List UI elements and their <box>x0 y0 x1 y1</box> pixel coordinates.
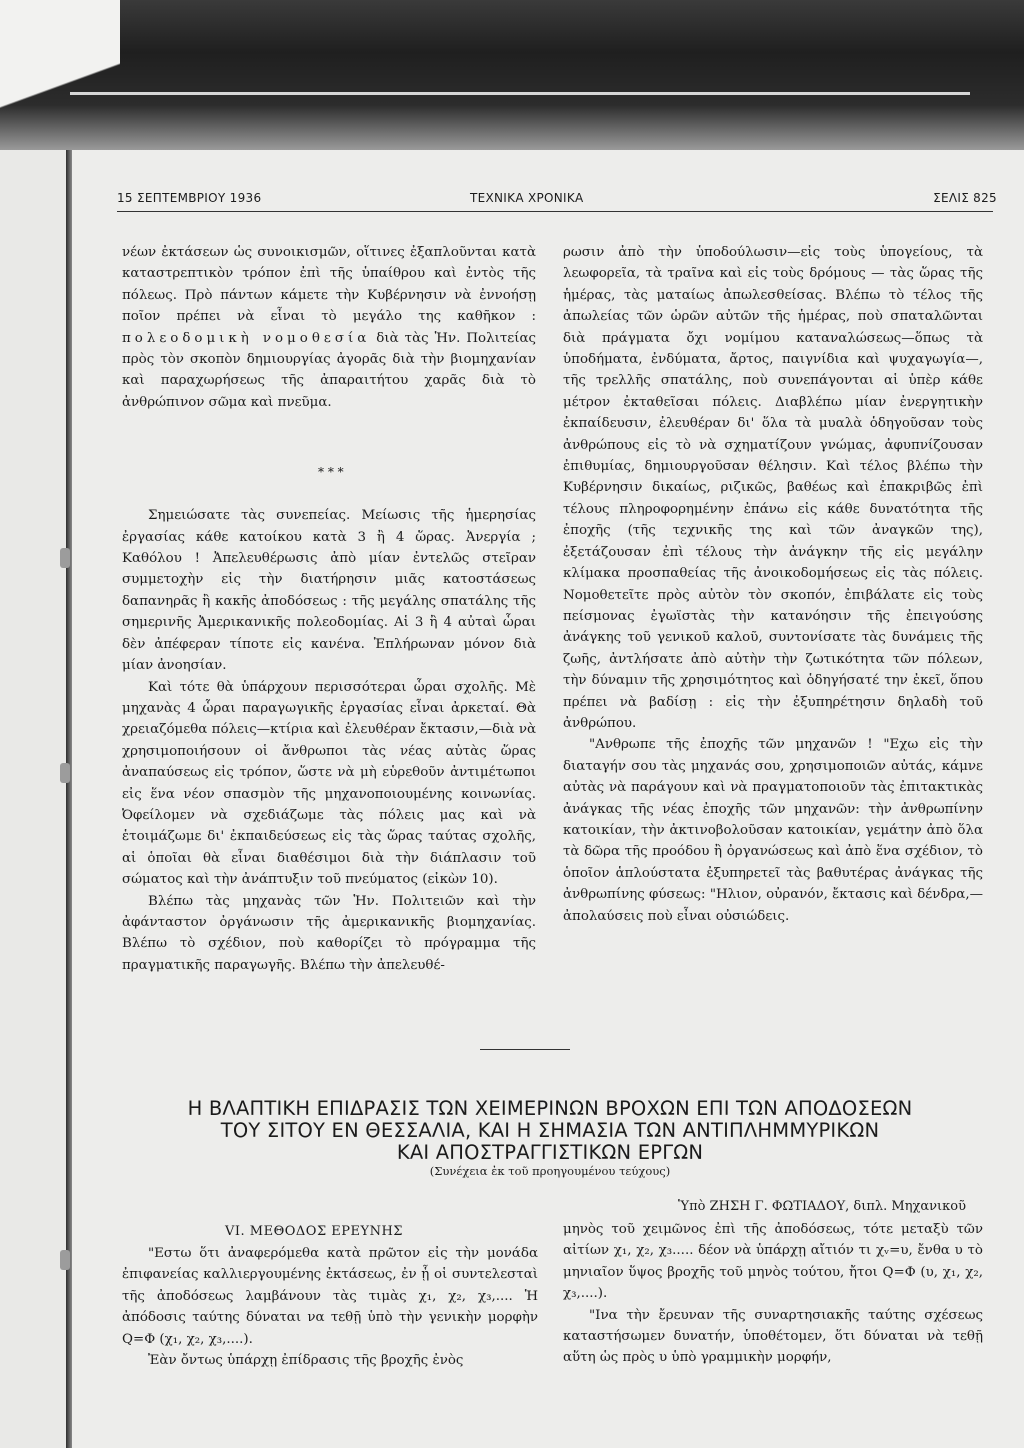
spaced-emphasis: πολεοδομικὴ νομοθεσία <box>122 330 371 346</box>
page-corner-fold <box>0 0 120 150</box>
header-page-number: ΣΕΛΙΣ 825 <box>933 191 997 205</box>
continued-note: (Συνέχεια ἐκ τοῦ προηγουμένου τεύχους) <box>429 1164 671 1178</box>
header-journal-title: ΤΕΧΝΙΚΑ ΧΡΟΝΙΚΑ <box>470 191 584 205</box>
paragraph: Καὶ τότε θὰ ὑπάρχουν περισσότεραι ὧραι σχολῆς. Μὲ μηχανὰς 4 ὧραι παραγωγικῆς ἐργασίας εἶναι ἀρκεταί. Θὰ χρειαζόμεθα πόλεις—κτίρια καὶ ἐλευθέραν ἔκτασιν,—διὰ νὰ χρησιμοποιήσουν οἱ ἄνθρωποι τὰς νέας αὐτὰς ὥρας ἀναπαύσεως εἰς τρόπον, ὥστε νὰ μὴ εὑρεθοῦν ἀντιμέτωποι εἰς ἕνα νέον σπασμὸν τῆς μηχανοποιουμένης κοινωνίας. Ὀφείλομεν νὰ σχεδιάζωμε τὰς πόλεις μας καὶ νὰ ἑτοιμάζωμε δι' ἐκπαιδεύσεως εἰς τὰς ὥρας ταύτας σχολῆς, αἱ ὁποῖαι θὰ εἶναι διαθέσιμοι διὰ τὴν διάπλασιν τοῦ σώματος καὶ τὴν ἀνάπτυξιν τοῦ πνεύματος (εἰκὼν 10). <box>122 679 536 888</box>
article-title <box>110 1098 990 1164</box>
paragraph: Ἐὰν ὄντως ὑπάρχῃ ἐπίδρασις τῆς βροχῆς ἐνὸς <box>148 1353 464 1369</box>
paragraph: μηνὸς τοῦ χειμῶνος ἐπὶ τῆς ἀποδόσεως, τότε μεταξὺ τῶν αἰτίων χ₁, χ₂, χ₃..... δέον νὰ ὑπάρχῃ αἴτιόν τι χᵥ=υ, ἔνθα υ τὸ μηνιαῖον ὕψος βροχῆς τοῦ μηνὸς τούτου, ἤτοι Q=Φ (υ, χ₁, χ₂, χ₃,....). <box>563 1222 983 1302</box>
title-line: Η ΒΛΑΠΤΙΚΗ ΕΠΙΔΡΑΣΙΣ ΤΩΝ ΧΕΙΜΕΡΙΝΩΝ ΒΡΟΧΩΝ ΕΠΙ ΤΩΝ ΑΠΟΔΟΣΕΩΝ <box>187 1097 913 1120</box>
paragraph <box>122 242 536 413</box>
paragraph: "Εστω ὅτι ἀναφερόμεθα κατὰ πρῶτον εἰς τὴν μονάδα ἐπιφανείας καλλιεργουμένης ἐκτάσεως, ἐν ᾗ οἱ συντελεσταὶ τῆς ἀποδόσεως λαμβάνουν τὰς τιμὰς χ₁, χ₂, χ₃,.... Ἡ ἀπόδοσις ταύτης δύναται να τεθῇ ὑπὸ τὴν γενικὴν μορφὴν Q=Φ (χ₁, χ₂, χ₃,....). <box>122 1246 538 1347</box>
paragraph: "Ανθρωπε τῆς ἐποχῆς τῶν μηχανῶν ! "Εχω εἰς τὴν διαταγήν σου τὰς μηχανάς σου, χρησιμοποιῶν αὐτάς, κάμνε αὐτὰς νὰ παράγουν καὶ νὰ πραγματοποιοῦν τὰς ἐπιτακτικὰς ἀνάγκας τῆς νέας ἐποχῆς τῶν μηχανῶν: τὴν ἀνθρωπίνην κατοικίαν, τὴν ἀκτινοβολοῦσαν κατοικίαν, γεμάτην ἀπὸ ὅλα τὰ δῶρα τῆς προόδου ἢ ὀργανώσεως καὶ ἀπὸ ἕνα σχέδιον, τὸ ὁποῖον ἁπλούστατα ἐξυπηρετεῖ τὰς βαθυτέρας ἀνάγκας τῆς ἀνθρωπίνης φύσεως: "Ηλιον, οὐρανόν, ἔκτασις καὶ δένδρα,—ἀπολαύσεις ποὺ εἶναι οὐσιώδεις. <box>563 737 983 924</box>
article-left-column <box>122 1243 538 1371</box>
title-line: ΤΟΥ ΣΙΤΟΥ ΕΝ ΘΕΣΣΑΛΙΑ, ΚΑΙ Η ΣΗΜΑΣΙΑ ΤΩΝ ΑΝΤΙΠΛΗΜΜΥΡΙΚΩΝ <box>220 1119 880 1142</box>
paragraph-text: διὰ τὰς Ἡν. Πολιτείας πρὸς τὸν σκοπὸν δημιουργίας ἀγορᾶς διὰ τὴν βιομηχανίαν καὶ παραχωρήσεως τῆς ἀπαραιτήτου χαρᾶς διὰ τὸ ἀνθρώπινον σῶμα καὶ πνεῦμα. <box>122 330 536 410</box>
title-line: ΚΑΙ ΑΠΟΣΤΡΑΓΓΙΣΤΙΚΩΝ ΕΡΓΩΝ <box>396 1141 704 1164</box>
running-header <box>117 187 997 213</box>
binding-hole <box>60 763 70 783</box>
right-text-column <box>563 242 983 927</box>
scan-streak <box>70 92 970 95</box>
section-heading: VI. ΜΕΘΟΔΟΣ ΕΡΕΥΝΗΣ <box>225 1224 403 1239</box>
scanner-dark-border <box>0 0 1024 150</box>
author-byline: Ὑπὸ ΖΗΣΗ Γ. ΦΩΤΙΑΔΟΥ, διπλ. Μηχανικοῦ <box>678 1199 966 1214</box>
paragraph-text: νέων ἐκτάσεων ὡς συνοικισμῶν, οἵτινες ἐξαπλοῦνται κατὰ καταστρεπτικὸν τρόπον ἐπὶ τῆς ὑπαίθρου καὶ ἐντὸς τῆς πόλεως. Πρὸ πάντων κάμετε τὴν Κυβέρνησιν νὰ ἐννοήσῃ ποῖον πρέπει νὰ εἶναι τὸ μεγάλο της καθῆκον : <box>122 245 536 325</box>
paragraph: "Ινα τὴν ἔρευναν τῆς συναρτησιακῆς ταύτης σχέσεως καταστήσωμεν δυνατήν, ὑποθέτομεν, ὅτι δύναται νὰ τεθῇ αὕτη ὡς πρὸς υ ὑπὸ γραμμικὴν μορφήν, <box>563 1307 983 1366</box>
asterism-separator: * * * <box>318 465 344 479</box>
paragraph: ρωσιν ἀπὸ τὴν ὑποδούλωσιν—εἰς τοὺς ὑπογείους, τὰ λεωφορεῖα, τὰ τραῖνα καὶ εἰς τοὺς δρόμους — τὰς ὥρας τῆς ἡμέρας, τὰς ματαίως ἀπωλεσθείσας. Βλέπω τὸ τέλος τῆς ἀπωλείας τῶν ὡρῶν αὐτῶν τῆς ἡμέρας, ποὺ σπαταλῶνται διὰ πράγματα ὄχι νομίμου καταναλώσεως—ὅπως τὰ ὑποδήματα, ἐνδύματα, ἄρτος, παιγνίδια καὶ ψυχαγωγία—, τῆς τρελλῆς σπατάλης, ποὺ συνεπάγονται αἱ ὑπὲρ κάθε μέτρον ἐκταθεῖσαι πόλεις. Διαβλέπω μίαν ἐνεργητικὴν ἐκπαίδευσιν, ἐλευθέραν δι' ὅλα τὰ μυαλὰ ὁδηγοῦσαν τοὺς ἀνθρώπους εἰς τὸ νὰ σχηματίζουν γνώμας, ἀφυπνίζουσαν ἐπιθυμίας, δημιουργοῦσαν θέλησιν. Καὶ τέλος βλέπω τὴν Κυβέρνησιν δικαίως, ριζικῶς, βαθέως καὶ ἐπακριβῶς ἐπὶ τέλους πληροφορημένην ἐπάνω εἰς κάθε δυνατότητα τῆς ἐποχῆς (τῆς τεχνικῆς της καὶ τῶν ἀναγκῶν της), ἐξετάζουσαν ἐπὶ τέλους τὴν ἀνάγκην τῆς εἰς μεγάλην κλίμακα προσπαθείας τῆς ἀνοικοδομήσεως εἰς τὰς πόλεις. Νομοθετεῖτε πρὸς αὐτὸν τὸν σκοπόν, ἐπιβάλατε εἰς τοὺς πείσμονας ἐγωϊστὰς τὴν κατανόησιν τῆς ἐπειγούσης ἀνάγκης τοῦ γενικοῦ καλοῦ, συντονίσατε τὰς δυνάμεις τῆς ζωῆς, ἀντλήσατε ἀπὸ αὐτὴν τὴν ζωτικότητα τῶν πόλεων, τὴν δύναμιν τῆς χρησιμότητος καὶ ὁδηγήσατέ την ἐκεῖ, ὅπου πρέπει νὰ βαδίσῃ : εἰς τὴν ἐξυπηρέτησιν δηλαδὴ τοῦ ἀνθρώπου. <box>563 245 983 731</box>
paragraph: Βλέπω τὰς μηχανὰς τῶν Ἡν. Πολιτειῶν καὶ τὴν ἀφάνταστον ὀργάνωσιν τῆς ἀμερικανικῆς βιομηχανίας. Βλέπω τὸ σχέδιον, ποὺ καθορίζει τὸ πρόγραμμα τῆς πραγματικῆς παραγωγῆς. Βλέπω τὴν ἀπελευθέ- <box>122 893 536 973</box>
header-rule <box>117 211 993 212</box>
article-right-column <box>563 1219 983 1369</box>
article-separator-rule <box>480 1049 570 1050</box>
binding-hole <box>60 548 70 568</box>
header-date: 15 ΣΕΠΤΕΜΒΡΙΟΥ 1936 <box>117 191 262 205</box>
left-text-column <box>122 242 536 976</box>
paragraph: Σημειώσατε τὰς συνεπείας. Μείωσις τῆς ἡμερησίας ἐργασίας κάθε κατοίκου κατὰ 3 ἢ 4 ὥρας. Ἀνεργία ; Καθόλου ! Ἀπελευθέρωσις ἀπὸ μίαν ἐντελῶς στεῖραν συμμετοχὴν εἰς τὴν διατήρησιν μιᾶς κατοστάσεως δαπανηρᾶς ἢ κακῆς ἀποδόσεως : τῆς μεγάλης σπατάλης τῆς σημερινῆς Ἀμερικανικῆς πολεοδομίας. Αἱ 3 ἢ 4 αὐταὶ ὧραι δὲν ἀπέφεραν τίποτε εἰς κανένα. Ἐπλήρωναν μόνον διὰ μίαν ἀνοησίαν. <box>122 508 536 674</box>
binding-hole <box>60 1250 70 1270</box>
